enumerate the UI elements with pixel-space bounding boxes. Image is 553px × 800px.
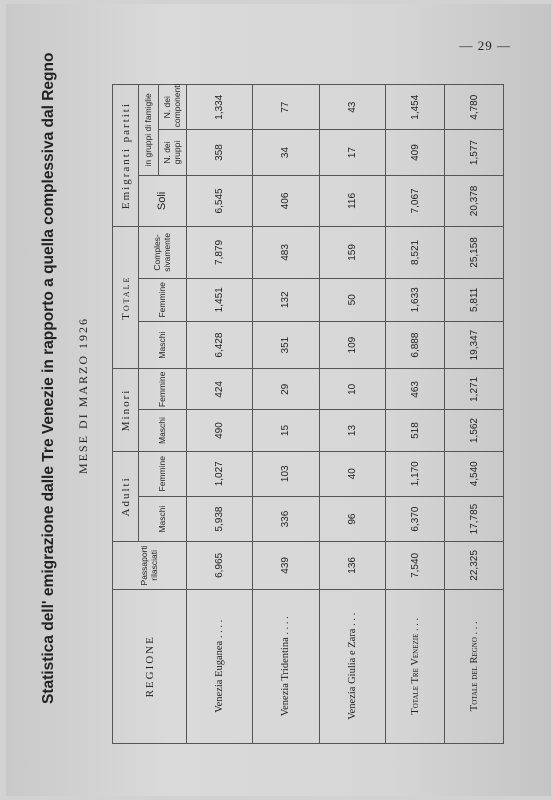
cell-n-componenti: 4,780 — [445, 85, 504, 130]
cell-soli: 6,545 — [187, 175, 253, 226]
row-region: Totale Tre Venezie . . . — [386, 589, 445, 743]
cell-adulti-femmine: 103 — [253, 451, 319, 496]
header-minori: Minori — [113, 369, 139, 451]
cell-totale-maschi: 351 — [253, 321, 319, 368]
cell-minori-femmine: 29 — [253, 369, 319, 410]
header-soli: Soli — [139, 175, 187, 226]
table-row — [187, 85, 253, 744]
cell-totale-maschi: 19,347 — [445, 321, 504, 368]
cell-n-componenti: 1,454 — [386, 85, 445, 130]
cell-totale-femmine: 50 — [319, 278, 385, 321]
row-region: Venezia Giulia e Zara . . . — [319, 589, 385, 743]
cell-minori-femmine: 463 — [386, 369, 445, 410]
cell-passaporti: 22,325 — [445, 542, 504, 589]
row-region: Venezia Euganea . . . . — [187, 589, 253, 743]
cell-adulti-maschi: 5,938 — [187, 496, 253, 541]
cell-soli: 116 — [319, 175, 385, 226]
header-in-gruppi: in gruppi di famiglie — [139, 85, 159, 176]
cell-adulti-maschi: 6,370 — [386, 496, 445, 541]
cell-adulti-femmine: 1,027 — [187, 451, 253, 496]
document-subtitle: MESE DI MARZO 1926 — [76, 316, 90, 474]
cell-passaporti: 6,965 — [187, 542, 253, 589]
cell-complessivamente: 25,158 — [445, 227, 504, 279]
cell-soli: 406 — [253, 175, 319, 226]
cell-adulti-maschi: 96 — [319, 496, 385, 541]
cell-n-gruppi: 358 — [187, 130, 253, 175]
cell-totale-maschi: 6,888 — [386, 321, 445, 368]
header-adulti: Adulti — [113, 451, 139, 542]
cell-minori-maschi: 490 — [187, 410, 253, 451]
cell-totale-femmine: 1,633 — [386, 278, 445, 321]
header-adulti-maschi: Maschi — [139, 496, 187, 541]
header-emigranti-partiti: Emigranti partiti — [113, 85, 139, 227]
cell-totale-femmine: 1,451 — [187, 278, 253, 321]
rotated-content — [34, 34, 534, 744]
total-row-regno — [445, 85, 504, 744]
header-passaporti: Passaporti rilasciati — [113, 542, 187, 589]
cell-n-gruppi: 34 — [253, 130, 319, 175]
cell-passaporti: 136 — [319, 542, 385, 589]
header-n-componenti: N. dei componenti — [159, 85, 187, 130]
cell-totale-femmine: 132 — [253, 278, 319, 321]
header-totale-maschi: Maschi — [139, 321, 187, 368]
cell-complessivamente: 483 — [253, 227, 319, 279]
header-minori-femmine: Femmine — [139, 369, 187, 410]
cell-soli: 7,067 — [386, 175, 445, 226]
cell-n-componenti: 43 — [319, 85, 385, 130]
header-complessivamente: Comples- sivamente — [139, 227, 187, 279]
cell-totale-maschi: 6,428 — [187, 321, 253, 368]
cell-n-gruppi: 409 — [386, 130, 445, 175]
cell-soli: 20,378 — [445, 175, 504, 226]
cell-complessivamente: 7,879 — [187, 227, 253, 279]
row-region: Venezia Tridentina . . . . — [253, 589, 319, 743]
cell-minori-maschi: 1,562 — [445, 410, 504, 451]
statistics-table — [112, 84, 504, 744]
cell-passaporti: 439 — [253, 542, 319, 589]
cell-minori-maschi: 15 — [253, 410, 319, 451]
cell-adulti-femmine: 1,170 — [386, 451, 445, 496]
cell-minori-femmine: 10 — [319, 369, 385, 410]
document-page — [6, 4, 551, 796]
cell-minori-femmine: 1,271 — [445, 369, 504, 410]
header-regione: REGIONE — [113, 589, 187, 743]
header-adulti-femmine: Femmine — [139, 451, 187, 496]
cell-n-componenti: 1,334 — [187, 85, 253, 130]
table-row — [253, 85, 319, 744]
cell-n-componenti: 77 — [253, 85, 319, 130]
cell-adulti-femmine: 40 — [319, 451, 385, 496]
header-n-gruppi: N. dei gruppi — [159, 130, 187, 175]
row-region: Totale del Regno . . . — [445, 589, 504, 743]
cell-adulti-femmine: 4,540 — [445, 451, 504, 496]
cell-adulti-maschi: 17,785 — [445, 496, 504, 541]
cell-minori-maschi: 518 — [386, 410, 445, 451]
table-row — [319, 85, 385, 744]
cell-complessivamente: 8,521 — [386, 227, 445, 279]
page-number: — 29 — — [459, 38, 511, 53]
cell-complessivamente: 159 — [319, 227, 385, 279]
header-totale: Totale — [113, 227, 139, 369]
cell-minori-femmine: 424 — [187, 369, 253, 410]
header-minori-maschi: Maschi — [139, 410, 187, 451]
total-row-tre-venezie — [386, 85, 445, 744]
header-totale-femmine: Femmine — [139, 278, 187, 321]
cell-adulti-maschi: 336 — [253, 496, 319, 541]
document-title: Statistica dell' emigrazione dalle Tre Venezie in rapporto a quella complessiva dal Regno — [40, 52, 57, 704]
cell-passaporti: 7,540 — [386, 542, 445, 589]
cell-n-gruppi: 1,577 — [445, 130, 504, 175]
cell-n-gruppi: 17 — [319, 130, 385, 175]
cell-totale-maschi: 109 — [319, 321, 385, 368]
cell-minori-maschi: 13 — [319, 410, 385, 451]
cell-totale-femmine: 5,811 — [445, 278, 504, 321]
